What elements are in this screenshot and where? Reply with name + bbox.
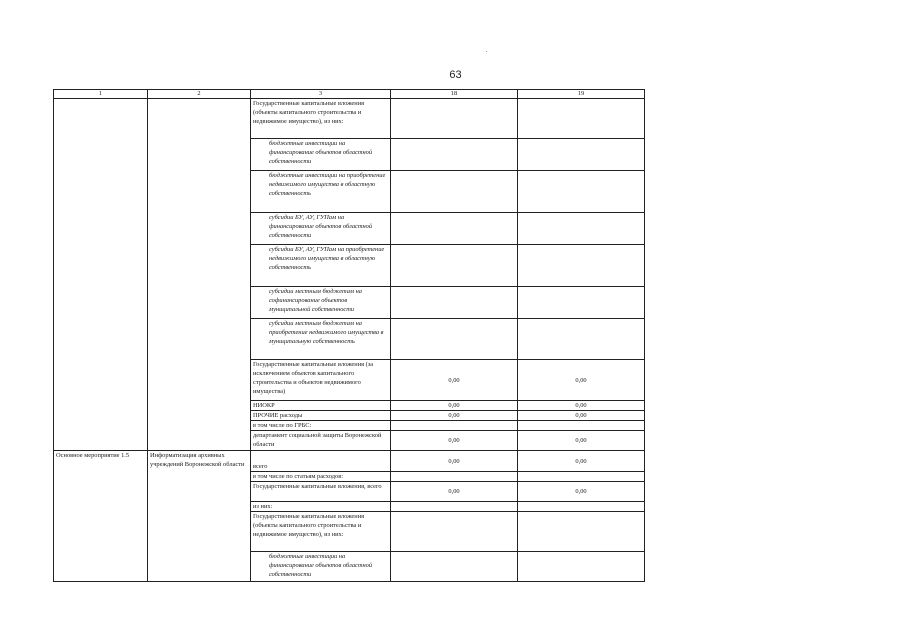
group1-name-cell: [148, 99, 251, 451]
row-value-18: [391, 502, 518, 512]
row-value-18: [391, 139, 518, 171]
row-value-19: [518, 213, 645, 245]
row-label: бюджетные инвестиции на финансирование объектов областной собственности: [251, 552, 391, 582]
group2-measure-cell: Основное мероприятие 1.5: [54, 451, 148, 582]
group1-measure-cell: [54, 99, 148, 451]
row-value-19: [518, 472, 645, 482]
row-value-18: [391, 512, 518, 552]
row-value-18: 0,00: [391, 401, 518, 411]
row-label: НИОКР: [251, 401, 391, 411]
row-value-19: 0,00: [518, 360, 645, 401]
row-label: бюджетные инвестиции на финансирование объектов областной собственности: [251, 139, 391, 171]
row-label: субсидии местным бюджетам на приобретение недвижимого имущества в муниципальную собственность: [251, 319, 391, 360]
row-label: департамент социальной защиты Воронежской области: [251, 431, 391, 451]
row-value-18: [391, 472, 518, 482]
row-label: Государственные капитальные вложения (объекты капитального строительства и недвижимое имущество), из них:: [251, 99, 391, 139]
row-value-18: [391, 421, 518, 431]
row-value-19: 0,00: [518, 401, 645, 411]
row-label: Государственные капитальные вложения (объекты капитального строительства и недвижимое имущество), из них:: [251, 512, 391, 552]
row-label: ПРОЧИЕ расходы: [251, 411, 391, 421]
row-label: в том числе по ГРБС:: [251, 421, 391, 431]
row-value-19: [518, 512, 645, 552]
row-value-18: [391, 245, 518, 287]
row-value-19: 0,00: [518, 451, 645, 472]
row-value-18: 0,00: [391, 360, 518, 401]
row-value-19: 0,00: [518, 482, 645, 502]
table-row: [54, 99, 645, 139]
row-label: субсидии БУ, АУ, ГУПам на финансирование объектов областной собственности: [251, 213, 391, 245]
row-value-18: 0,00: [391, 482, 518, 502]
row-value-19: [518, 245, 645, 287]
budget-table: [53, 89, 645, 582]
row-value-18: 0,00: [391, 431, 518, 451]
header-col-3: 3: [251, 90, 391, 99]
row-label: Государственные капитальные вложения, всего: [251, 482, 391, 502]
row-label: из них:: [251, 502, 391, 512]
row-value-19: [518, 287, 645, 319]
row-value-18: [391, 552, 518, 582]
row-value-19: 0,00: [518, 411, 645, 421]
table-row: [54, 451, 645, 472]
row-label: в том числе по статьям расходов:: [251, 472, 391, 482]
row-value-19: [518, 421, 645, 431]
header-col-1: 1: [54, 90, 148, 99]
row-value-18: [391, 213, 518, 245]
row-label: всего: [251, 451, 391, 472]
row-value-18: [391, 171, 518, 213]
header-col-2: 2: [148, 90, 251, 99]
row-value-19: [518, 319, 645, 360]
row-value-19: [518, 139, 645, 171]
header-col-18: 18: [391, 90, 518, 99]
row-label: субсидии БУ, АУ, ГУПам на приобретение недвижимого имущества в областную собственность: [251, 245, 391, 287]
row-label: Государственные капитальные вложения (за исключением объектов капитального строительства и объектов недвижимого имущества): [251, 360, 391, 401]
row-value-18: [391, 287, 518, 319]
row-value-19: [518, 171, 645, 213]
row-value-18: [391, 319, 518, 360]
row-value-19: 0,00: [518, 431, 645, 451]
row-value-18: 0,00: [391, 451, 518, 472]
row-label: бюджетные инвестиции на приобретение недвижимого имущества в областную собственность: [251, 171, 391, 213]
page-number: 63: [449, 69, 462, 81]
header-row: [54, 90, 645, 99]
row-label: субсидии местным бюджетам на софинансирование объектов муниципальной собственности: [251, 287, 391, 319]
row-value-18: [391, 99, 518, 139]
row-value-19: [518, 502, 645, 512]
row-value-18: 0,00: [391, 411, 518, 421]
scan-speck: [486, 51, 487, 52]
row-value-19: [518, 99, 645, 139]
header-col-19: 19: [518, 90, 645, 99]
group2-name-cell: Информатизация архивных учреждений Воронежской области: [148, 451, 251, 582]
row-value-19: [518, 552, 645, 582]
